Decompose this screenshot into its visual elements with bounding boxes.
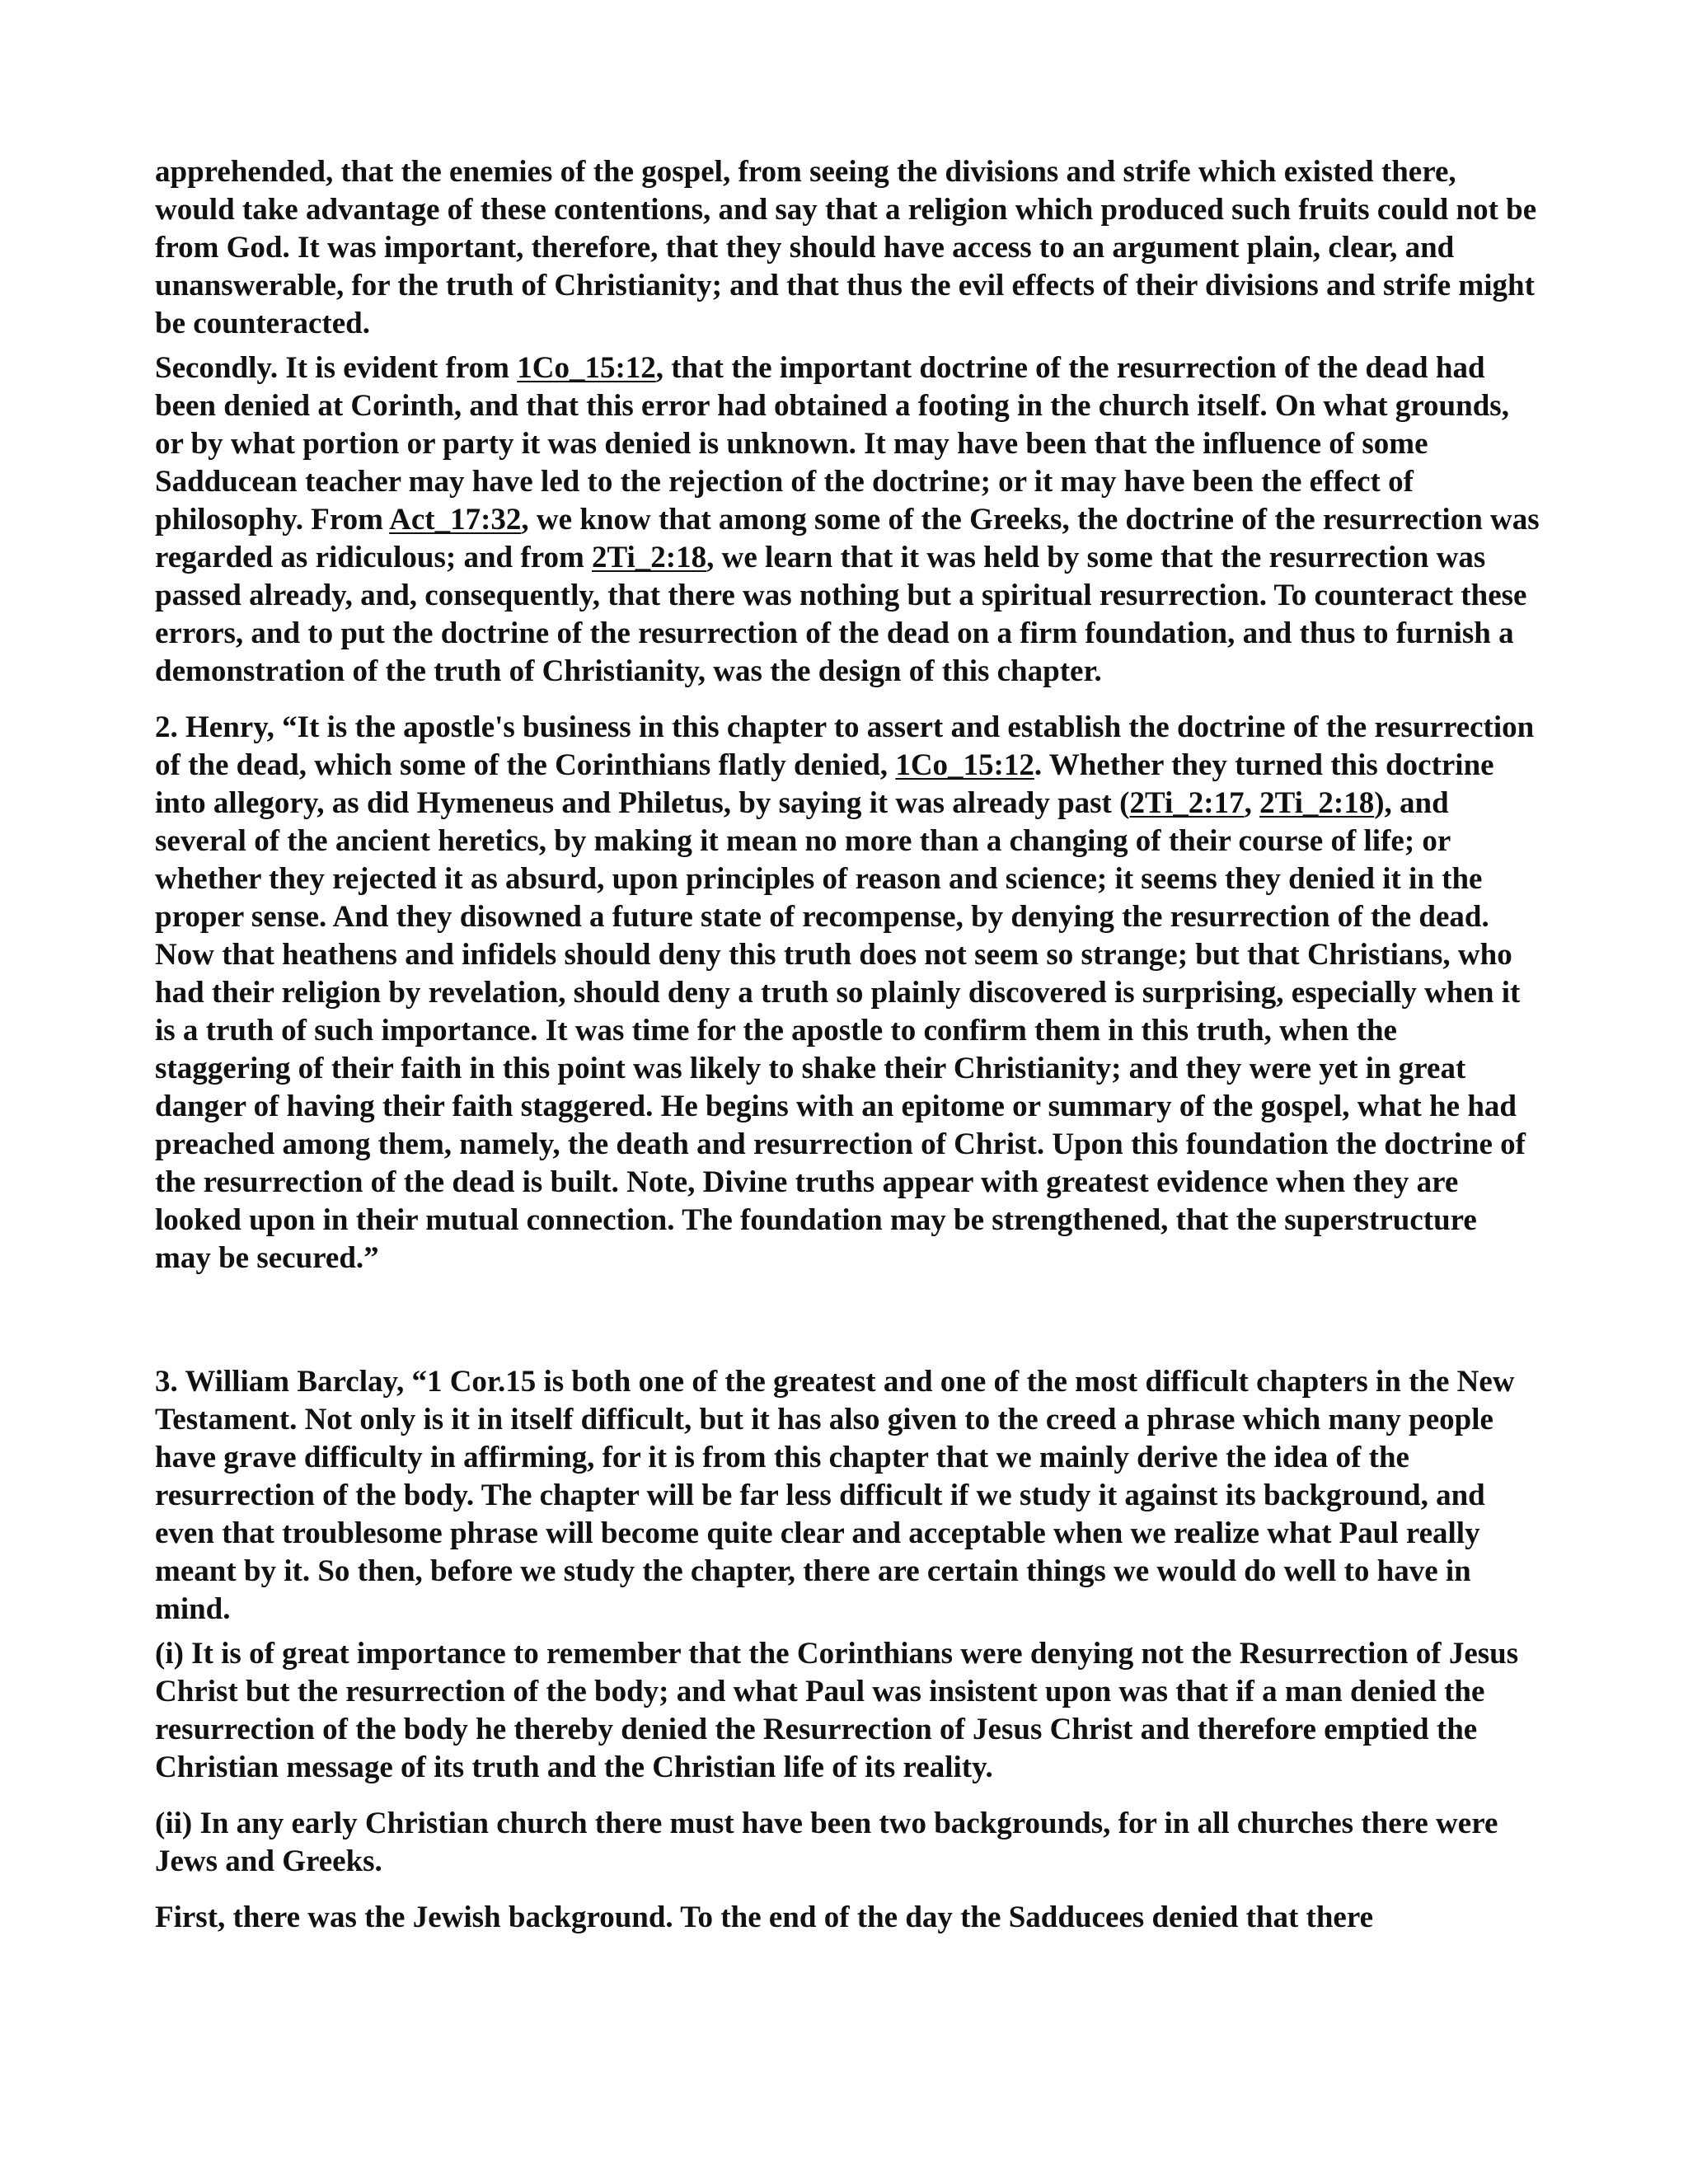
scripture-link-1co-15-12[interactable]: 1Co_15:12: [895, 748, 1034, 782]
paragraph-7-jewish-background: First, there was the Jewish background. To the end of the day the Sadducees denied that there: [155, 1900, 1374, 1934]
scripture-link-1co-15-12[interactable]: 1Co_15:12: [517, 351, 656, 385]
paragraph-2-secondly: Secondly. It is evident from 1Co_15:12, that the important doctrine of the resurrection of the dead had been denied at Corinth, and that this error had obtained a footing in the church itself. On what grounds, or by what portion or party it was denied is unknown. It may have been that the influence of some Sadducean teacher may have led to the rejection of the doctrine; or it may have been the effect of philosophy. From Act_17:32, we know that among some of the Greeks, the doctrine of the resurrection was regarded as ridiculous; and from 2Ti_2:18, we learn that it was held by some that the resurrection was passed already, and, consequently, that there was nothing but a spiritual resurrection. To counteract these errors, and to put the doctrine of the resurrection of the dead on a firm foundation, and thus to furnish a demonstration of the truth of Christianity, was the design of this chapter.: [155, 351, 1540, 688]
scripture-link-2ti-2-18[interactable]: 2Ti_2:18: [1259, 786, 1375, 820]
document-page: [155, 153, 1540, 1937]
paragraph-6-point-ii: (ii) In any early Christian church there must have been two backgrounds, for in all churches there were Jews and Greeks.: [155, 1807, 1498, 1878]
scripture-link-2ti-2-17[interactable]: 2Ti_2:17: [1129, 786, 1245, 820]
paragraph-5-point-i: (i) It is of great importance to remember that the Corinthians were denying not the Resurrection of Jesus Christ but the resurrection of the body; and what Paul was insistent upon was that if a man denied the resurrection of the body he thereby denied the Resurrection of Jesus Christ and therefore emptied the Christian message of its truth and the Christian life of its reality.: [155, 1637, 1519, 1784]
scripture-link-act-17-32[interactable]: Act_17:32: [389, 503, 522, 537]
scripture-link-2ti-2-18[interactable]: 2Ti_2:18: [592, 541, 707, 574]
paragraph-1: apprehended, that the enemies of the gospel, from seeing the divisions and strife which existed there, would take advantage of these contentions, and say that a religion which produced such fruits could not be from God. It was important, therefore, that they should have access to an argument plain, clear, and unanswerable, for the truth of Christianity; and that thus the evil effects of their divisions and strife might be counteracted.: [155, 155, 1537, 340]
paragraph-3-henry: 2. Henry, “It is the apostle's business in this chapter to assert and establish the doctrine of the resurrection of the dead, which some of the Corinthians flatly denied, 1Co_15:12. Whether they turned this doctrine into allegory, as did Hymeneus and Philetus, by saying it was already past (2Ti_2:17, 2Ti_2:18), and several of the ancient heretics, by making it mean no more than a changing of their course of life; or whether they rejected it as absurd, upon principles of reason and science; it seems they denied it in the proper sense. And they disowned a future state of recompense, by denying the resurrection of the dead. Now that heathens and infidels should deny this truth does not seem so strange; but that Christians, who had their religion by revelation, should deny a truth so plainly discovered is surprising, especially when it is a truth of such importance. It was time for the apostle to confirm them in this truth, when the staggering of their faith in this point was likely to shake their Christianity; and they were yet in great danger of having their faith staggered. He begins with an epitome or summary of the gospel, what he had preached among them, namely, the death and resurrection of Christ. Upon this foundation the doctrine of the resurrection of the dead is built. Note, Divine truths appear with greatest evidence when they are looked upon in their mutual connection. The foundation may be strengthened, that the superstructure may be secured.”: [155, 710, 1535, 1275]
paragraph-4-barclay: 3. William Barclay, “1 Cor.15 is both one of the greatest and one of the most difficult chapters in the New Testament. Not only is it in itself difficult, but it has also given to the creed a phrase which many people have grave difficulty in affirming, for it is from this chapter that we mainly derive the idea of the resurrection of the body. The chapter will be far less difficult if we study it against its background, and even that troublesome phrase will become quite clear and acceptable when we realize what Paul really meant by it. So then, before we study the chapter, there are certain things we would do well to have in mind.: [155, 1365, 1515, 1626]
